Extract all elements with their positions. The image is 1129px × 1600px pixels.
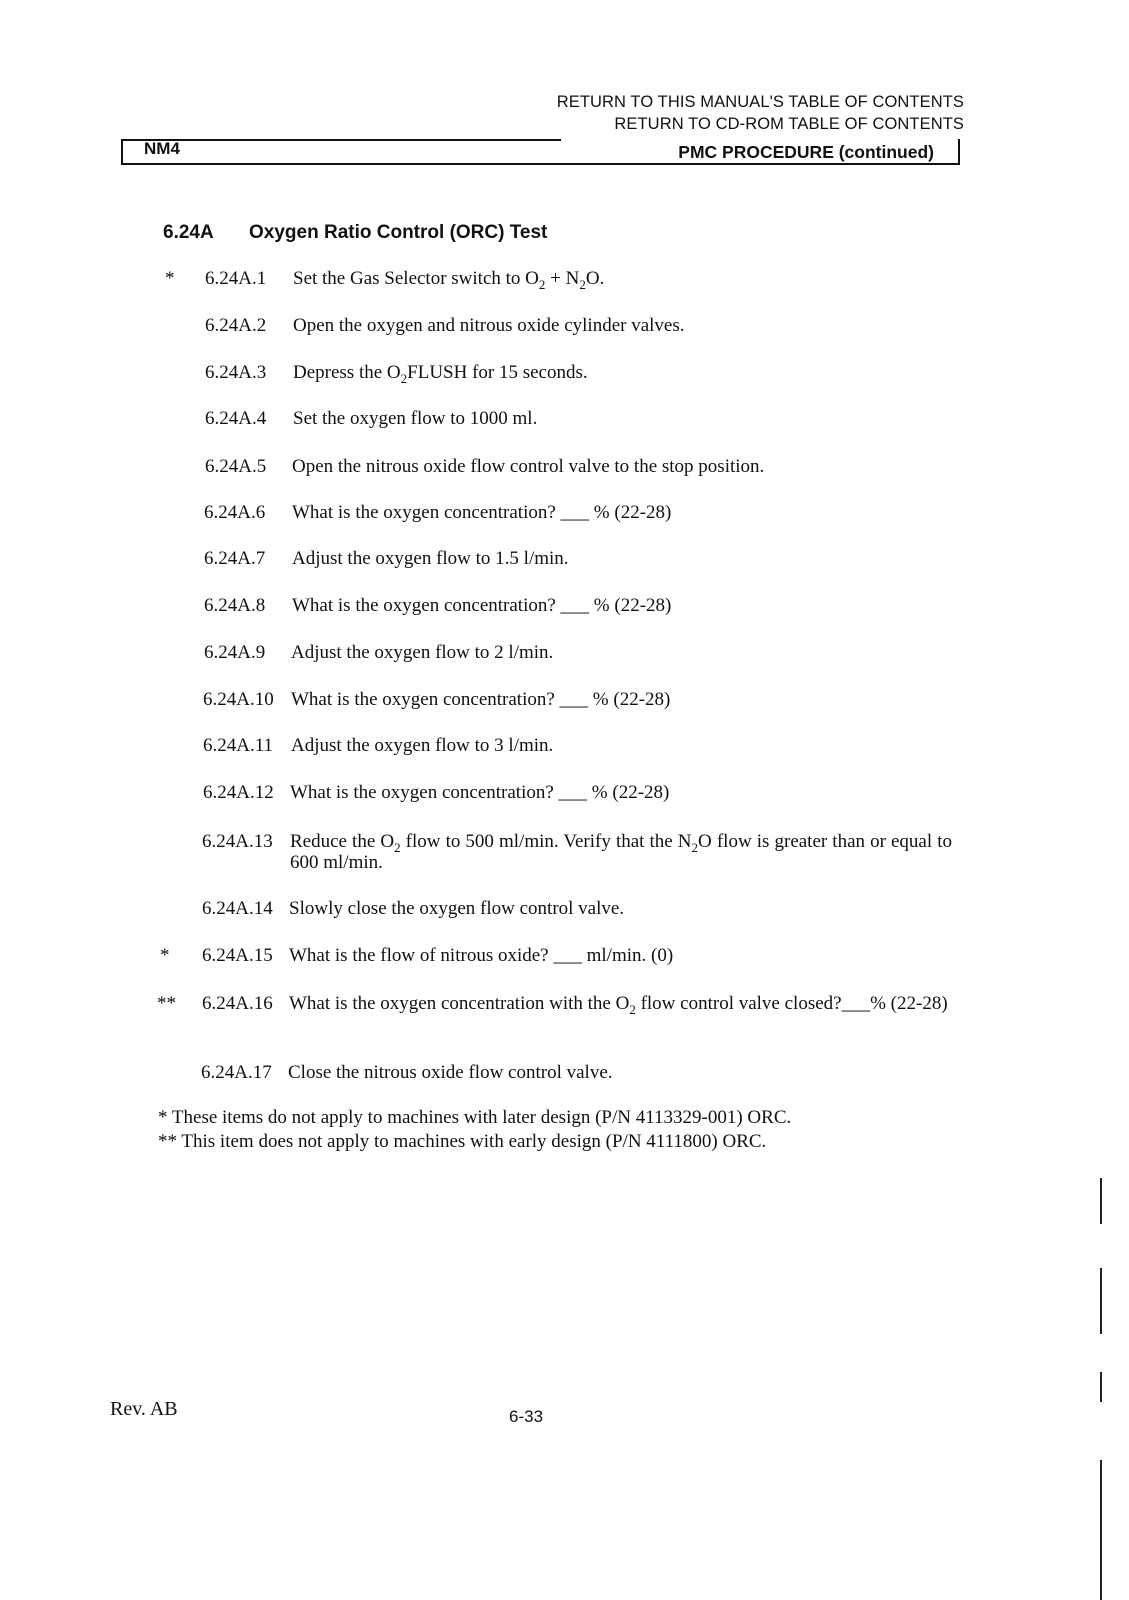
step-number: 6.24A.13 [202,831,273,852]
footnote-double-asterisk: ** This item does not apply to machines with early design (P/N 4111800) ORC. [158,1131,767,1152]
step-number: 6.24A.16 [202,993,273,1014]
step-number: 6.24A.2 [205,315,267,336]
step-text: Open the oxygen and nitrous oxide cylinder valves. [293,315,685,336]
toc-links [557,91,964,135]
step-text: Adjust the oxygen flow to 1.5 l/min. [292,548,569,569]
footnotes [158,1106,791,1154]
step-text: What is the oxygen concentration? ___ % (22-28) [291,689,671,710]
step-text: Open the nitrous oxide flow control valve to the stop position. [292,456,765,477]
step-number: 6.24A.15 [202,945,273,966]
step-number: 6.24A.17 [201,1062,272,1083]
step-number: 6.24A.10 [203,689,274,710]
step-text: Set the Gas Selector switch to $O_2 + N_2O$. [293,268,605,292]
step-text: Set the oxygen flow to 1000 ml. [293,408,538,429]
step-number: 6.24A.8 [204,595,266,616]
step-text: Adjust the oxygen flow to 3 l/min. [291,735,554,756]
step-text: What is the oxygen concentration? ___ % (22-28) [292,502,672,523]
step-number: 6.24A.4 [205,408,267,429]
manual-toc-link[interactable]: RETURN TO THIS MANUAL'S TABLE OF CONTENTS [556,93,964,111]
step-text: What is the oxygen concentration with the $O_2$ flow control valve closed?___% (22-28) [289,993,948,1017]
step-number: 6.24A.7 [204,548,266,569]
step-number: 6.24A.3 [205,362,267,383]
revision-label: Rev. AB [110,1398,178,1420]
step-text: Slowly close the oxygen flow control valve. [289,898,625,919]
step-text: Close the nitrous oxide flow control valve. [288,1062,613,1083]
scan-margin-line [1100,1460,1102,1600]
step-asterisk-mark: * [160,945,170,966]
step-asterisk-mark: * [165,268,175,289]
step-text: Reduce the $O_2$ flow to 500 ml/min. Verify that the $N_2O$ flow is greater than or equal to 600 ml/min. [290,831,953,873]
header-title: PMC PROCEDURE (continued) [678,142,934,162]
page-number: 6-33 [509,1407,544,1426]
manual-code: NM4 [144,139,180,158]
step-number: 6.24A.12 [203,782,274,803]
step-number: 6.24A.6 [204,502,266,523]
step-number: 6.24A.14 [202,898,273,919]
scan-margin-line [1100,1268,1102,1334]
step-asterisk-mark: ** [157,993,176,1014]
section-title: Oxygen Ratio Control (ORC) Test [249,222,548,243]
step-text: What is the flow of nitrous oxide? ___ ml/min. (0) [289,945,674,966]
section-heading [163,222,547,244]
scan-margin-line [1100,1372,1102,1402]
step-number: 6.24A.5 [205,456,267,477]
step-text: What is the oxygen concentration? ___ % (22-28) [292,595,672,616]
cdrom-toc-link[interactable]: RETURN TO CD-ROM TABLE OF CONTENTS [614,115,964,133]
step-text: Depress the $O_2FLUSH$ for 15 seconds. [293,362,588,386]
step-number: 6.24A.11 [203,735,274,756]
step-text: What is the oxygen concentration? ___ % (22-28) [290,782,670,803]
step-text: Adjust the oxygen flow to 2 l/min. [291,642,554,663]
section-number: 6.24A [163,222,214,243]
footnote-single-asterisk: * These items do not apply to machines with later design (P/N 4113329-001) ORC. [158,1107,792,1128]
scan-margin-line [1100,1178,1102,1224]
step-number: 6.24A.9 [204,642,266,663]
step-number: 6.24A.1 [205,268,267,289]
